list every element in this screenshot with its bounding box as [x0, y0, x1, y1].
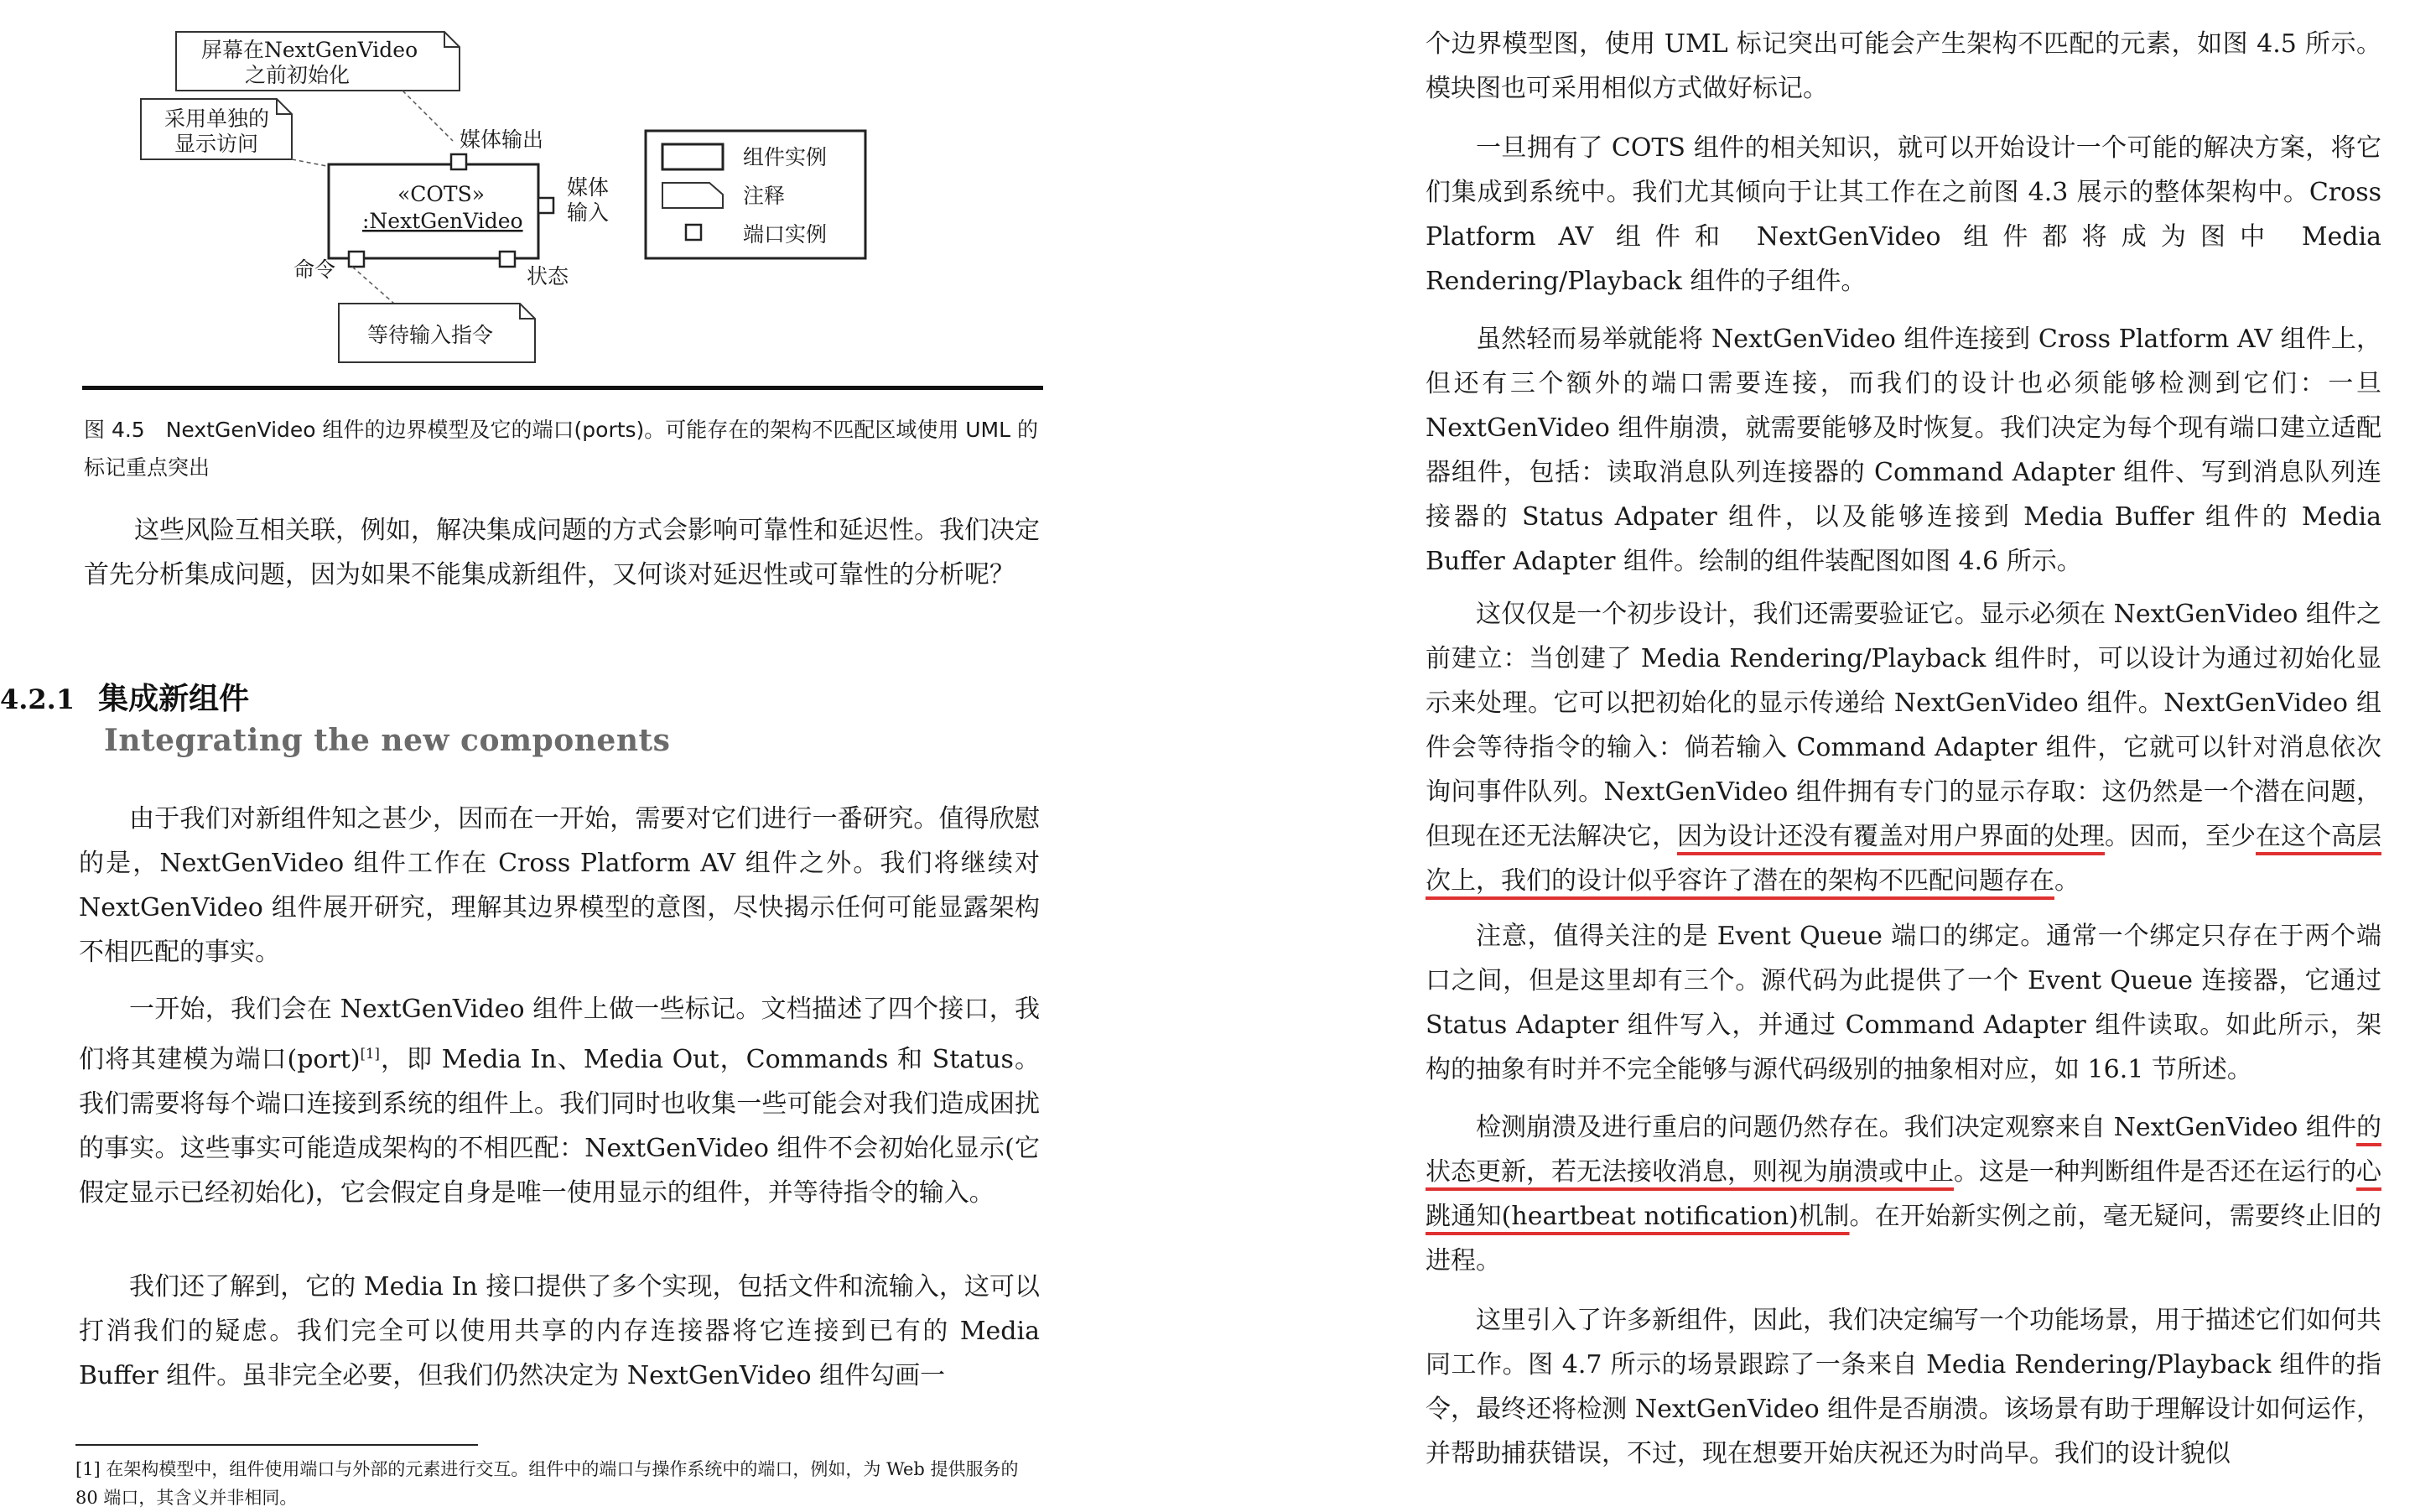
section-subtitle: Integrating the new components — [104, 723, 671, 758]
uml-diagram — [0, 0, 1208, 386]
left-paragraph-3-b: ，即 Media In、Media Out，Commands 和 Status。我们需要将每个端口连接到系统的组件上。我们同时也收集一些可能会对我们造成困扰的事实。这些事实可能造成架构的不相匹配：NextGenVideo 组件不会初始化显示(它假定显示已经初始化)，它会假定自身是唯一使用显示的组件，并等待指令的输入。 — [79, 1045, 1040, 1208]
highlight-ui-not-covered: 因为设计还没有覆盖对用户界面的处理 — [1677, 822, 2105, 851]
right-paragraph-4-b: 。因而，至少 — [2105, 822, 2256, 851]
port-media-out — [451, 154, 466, 169]
left-page — [0, 0, 1208, 1509]
legend-note-swatch — [662, 183, 723, 208]
footnote-rule — [75, 1444, 478, 1446]
label-media-in-2: 输入 — [567, 200, 610, 225]
right-paragraph-4 — [1426, 592, 2381, 903]
highlight-heartbeat: 心跳通知(heartbeat notification)机制 — [1426, 1157, 2381, 1231]
section-heading — [0, 675, 249, 718]
port-command — [349, 252, 364, 267]
section-number: 4.2.1 — [0, 683, 75, 715]
legend-note-label: 注释 — [743, 184, 786, 208]
legend-component-label: 组件实例 — [743, 145, 828, 169]
right-paragraph-2: 一旦拥有了 COTS 组件的相关知识，就可以开始设计一个可能的解决方案，将它们集成到系统中。我们尤其倾向于让其工作在之前图 4.3 展示的整体架构中。Cross Platform AV 组件和 NextGenVideo 组件都将成为图中 Media Rendering/Playback 组件的子组件。 — [1426, 133, 2381, 296]
legend-port-swatch — [686, 225, 701, 240]
footnote: [1] 在架构模型中，组件使用端口与外部的元素进行交互。组件中的端口与操作系统中的端口，例如，为 Web 提供服务的 80 端口，其含义并非相同。 — [75, 1459, 1019, 1508]
label-media-out: 媒体输出 — [460, 127, 544, 152]
right-paragraph-1: 个边界模型图，使用 UML 标记突出可能会产生架构不匹配的元素，如图 4.5 所示。模块图也可采用相似方式做好标记。 — [1426, 29, 2381, 103]
right-paragraph-4-a: 这仅仅是一个初步设计，我们还需要验证它。显示必须在 NextGenVideo 组件之前建立：当创建了 Media Rendering/Playback 组件时，可以设计为通过初始化显示来处理。它可以把初始化的显示传递给 NextGenVideo 组件。NextGenVideo 组件会等待指令的输入：倘若输入 Command Adapter 组件，它就可以针对消息依次询问事件队列。NextGenVideo 组件拥有专门的显示存取：这仍然是一个潜在问题，但现在还无法解决它， — [1426, 600, 2381, 851]
left-paragraph-1: 这些风险互相关联，例如，解决集成问题的方式会影响可靠性和延迟性。我们决定首先分析集成问题，因为如果不能集成新组件，又何谈对延迟性或可靠性的分析呢？ — [84, 516, 1040, 590]
left-paragraph-4: 我们还了解到，它的 Media In 接口提供了多个实现，包括文件和流输入，这可以打消我们的疑虑。我们完全可以使用共享的内存连接器将它连接到已有的 Media Buffer 组件。虽非完全必要，但我们仍然决定为 NextGenVideo 组件勾画一 — [79, 1272, 1040, 1390]
note-wait-text: 等待输入指令 — [367, 323, 494, 347]
right-paragraph-6-a: 检测崩溃及进行重启的问题仍然存在。我们决定观察来自 NextGenVideo 组件 — [1476, 1113, 2356, 1142]
label-media-in-1: 媒体 — [567, 175, 610, 200]
right-paragraph-6-c: 。在开始新实例之前，毫无疑问，需要终止旧的进程。 — [1426, 1202, 2381, 1276]
component-name: :NextGenVideo — [362, 209, 523, 233]
legend-component-swatch — [662, 144, 723, 169]
right-paragraph-3: 虽然轻而易举就能将 NextGenVideo 组件连接到 Cross Platform AV 组件上，但还有三个额外的端口需要连接，而我们的设计也必须能够检测到它们：一旦 NextGenVideo 组件崩溃，就需要能够及时恢复。我们决定为每个现有端口建立适配器组件，包括：读取消息队列连接器的 Command Adapter 组件、写到消息队列连接器的 Status Adpater 组件，以及能够连接到 Media Buffer 组件的 Media Buffer Adapter 组件。绘制的组件装配图如图 4.6 所示。 — [1426, 325, 2381, 576]
highlight-mismatch-tolerated: 在这个高层次上，我们的设计似乎容许了潜在的架构不匹配问题存在 — [1426, 822, 2381, 896]
left-paragraph-3-a: 一开始，我们会在 NextGenVideo 组件上做一些标记。文档描述了四个接口，我们将其建模为端口(port) — [79, 995, 1040, 1074]
note-display-line2: 显示访问 — [174, 132, 259, 156]
label-status: 状态 — [527, 264, 569, 288]
port-media-in — [538, 198, 553, 213]
uml-boundary-figure — [0, 0, 1208, 394]
note-init-line2: 之前初始化 — [245, 63, 351, 87]
note-display-line1: 采用单独的 — [164, 107, 270, 131]
left-paragraph-2: 由于我们对新组件知之甚少，因而在一开始，需要对它们进行一番研究。值得欣慰的是，NextGenVideo 组件工作在 Cross Platform AV 组件之外。我们将继续对 NextGenVideo 组件展开研究，理解其边界模型的意图，尽快揭示任何可能显露架构不相匹配的事实。 — [79, 804, 1040, 967]
right-paragraph-6-b: 。这是一种判断组件是否还在运行的 — [1954, 1157, 2356, 1187]
note-init-line1: 屏幕在NextGenVideo — [201, 38, 418, 62]
left-paragraph-3 — [79, 987, 1040, 1215]
highlight-status-update: 的状态更新，若无法接收消息，则视为崩溃或中止 — [1426, 1113, 2381, 1187]
right-paragraph-6 — [1426, 1105, 2381, 1283]
component-stereotype: «COTS» — [397, 182, 486, 206]
section-title: 集成新组件 — [98, 682, 250, 716]
port-status — [500, 252, 515, 267]
figure-rule — [82, 386, 1043, 390]
legend-port-label: 端口实例 — [743, 222, 828, 247]
right-paragraph-7: 这里引入了许多新组件，因此，我们决定编写一个功能场景，用于描述它们如何共同工作。图 4.7 所示的场景跟踪了一条来自 Media Rendering/Playback 组件的指令，最终还将检测 NextGenVideo 组件是否崩溃。该场景有助于理解设计如何运作，并帮助捕获错误，不过，现在想要开始庆祝还为时尚早。我们的设计貌似 — [1426, 1306, 2381, 1468]
right-page — [1208, 0, 2415, 1509]
label-command: 命令 — [293, 257, 336, 282]
footnote-ref: [1] — [360, 1046, 380, 1062]
right-paragraph-4-c: 。 — [2054, 866, 2080, 896]
right-paragraph-5: 注意，值得关注的是 Event Queue 端口的绑定。通常一个绑定只存在于两个端口之间，但是这里却有三个。源代码为此提供了一个 Event Queue 连接器，它通过 Status Adapter 组件写入，并通过 Command Adapter 组件读取。如此所示，架构的抽象有时并不完全能够与源代码级别的抽象相对应，如 16.1 节所述。 — [1426, 922, 2381, 1084]
figure-caption: 图 4.5 NextGenVideo 组件的边界模型及它的端口(ports)。可能存在的架构不匹配区域使用 UML 的标记重点突出 — [84, 418, 1039, 480]
